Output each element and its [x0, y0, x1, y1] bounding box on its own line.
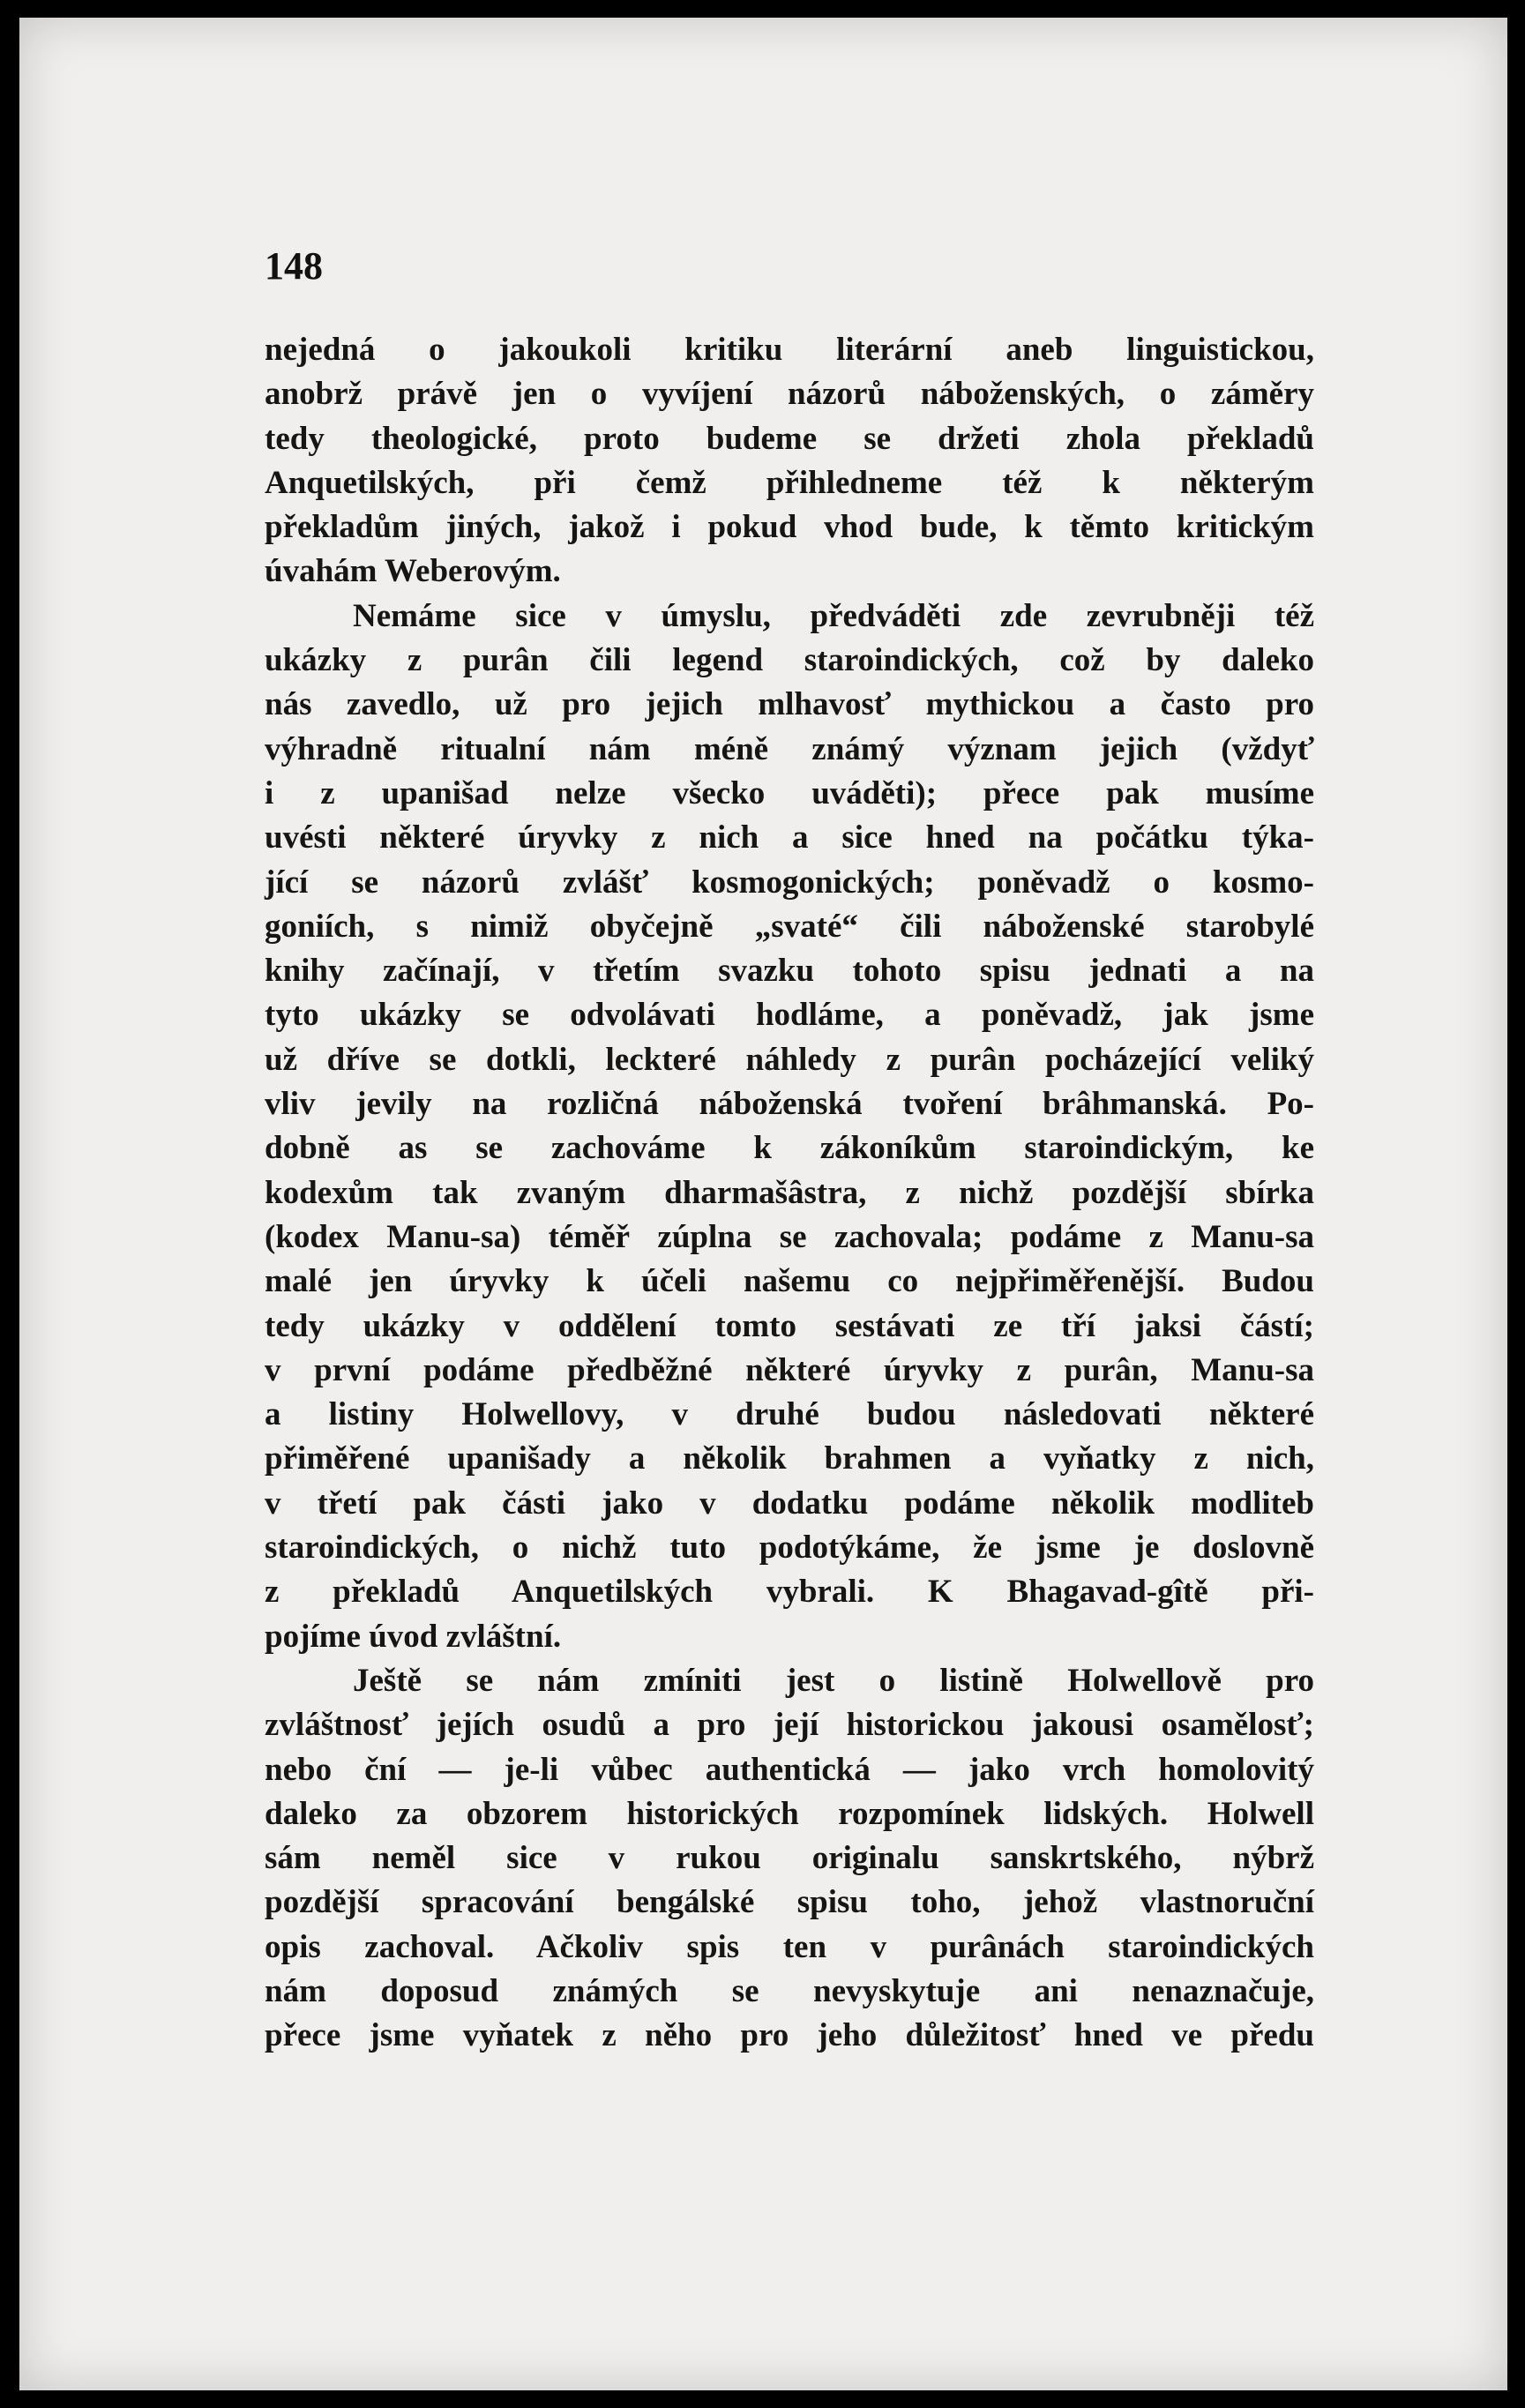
text-line: už dříve se dotkli, leckteré náhledy z purân pocházející veliký — [265, 1041, 1314, 1078]
text-line: uvésti některé úryvky z nich a sice hned na počátku týka- — [265, 819, 1314, 856]
text-line: nás zavedlo, už pro jejich mlhavosť mythickou a často pro — [265, 686, 1314, 723]
text-line: překladům jiných, jakož i pokud vhod bude, k těmto kritickým — [265, 509, 1314, 546]
text-line: úvahám Weberovým. — [265, 553, 561, 590]
text-line: pojíme úvod zvláštní. — [265, 1618, 562, 1655]
text-line: knihy začínají, v třetím svazku tohoto spisu jednati a na — [265, 953, 1314, 990]
text-line: pozdější spracování bengálské spisu toho, jehož vlastnoruční — [265, 1884, 1314, 1921]
text-line: nebo ční — je-li vůbec authentická — jako vrch homolovitý — [265, 1751, 1314, 1788]
text-line: v první podáme předběžné některé úryvky z purân, Manu-sa — [265, 1351, 1314, 1388]
text-line: anobrž právě jen o vyvíjení názorů náboženských, o záměry — [265, 376, 1314, 413]
text-line: výhradně ritualní nám méně známý význam jejich (vždyť — [265, 730, 1314, 767]
text-line: sám neměl sice v rukou originalu sanskrtského, nýbrž — [265, 1840, 1314, 1877]
text-line: nejedná o jakoukoli kritiku literární aneb linguistickou, — [265, 332, 1314, 368]
text-line: a listiny Holwellovy, v druhé budou následovati některé — [265, 1396, 1314, 1433]
text-line: zvláštnosť jejích osudů a pro její historickou jakousi osamělosť; — [265, 1707, 1314, 1744]
text-line: jící se názorů zvlášť kosmogonických; poněvadž o kosmo- — [265, 864, 1314, 901]
text-line: opis zachoval. Ačkoliv spis ten v purânách staroindických — [265, 1928, 1314, 1965]
text-line: daleko za obzorem historických rozpomínek lidských. Holwell — [265, 1795, 1314, 1832]
book-page — [19, 18, 1507, 2390]
text-line: nám doposud známých se nevyskytuje ani nenaznačuje, — [265, 1972, 1314, 2009]
text-line: přiměřené upanišady a několik brahmen a vyňatky z nich, — [265, 1440, 1314, 1477]
text-line: dobně as se zachováme k zákoníkům staroindickým, ke — [265, 1130, 1314, 1167]
text-line: i z upanišad nelze všecko uváděti); přece pak musíme — [265, 774, 1314, 811]
text-line: kodexům tak zvaným dharmašâstra, z nichž pozdější sbírka — [265, 1174, 1314, 1211]
text-line: vliv jevily na rozličná náboženská tvoření brâhmanská. Po- — [265, 1086, 1314, 1123]
text-line: malé jen úryvky k účeli našemu co nejpřiměřenější. Budou — [265, 1263, 1314, 1300]
text-line: (kodex Manu-sa) téměř zúplna se zachovala; podáme z Manu-sa — [265, 1218, 1314, 1255]
text-line: goniích, s nimiž obyčejně „svaté“ čili náboženské starobylé — [265, 908, 1314, 945]
text-line: tedy theologické, proto budeme se držeti zhola překladů — [265, 420, 1314, 457]
body-text — [265, 328, 1314, 2059]
text-line: Anquetilských, při čemž přihledneme též k některým — [265, 464, 1314, 501]
text-line: tyto ukázky se odvolávati hodláme, a poněvadž, jak jsme — [265, 997, 1314, 1034]
page-number: 148 — [265, 244, 323, 288]
text-line: ukázky z purân čili legend staroindických, což by daleko — [265, 642, 1314, 679]
text-line: v třetí pak části jako v dodatku podáme několik modliteb — [265, 1484, 1314, 1522]
text-line: staroindických, o nichž tuto podotýkáme, že jsme je doslovně — [265, 1529, 1314, 1567]
text-line: Nemáme sice v úmyslu, předváděti zde zevrubněji též — [353, 597, 1314, 634]
text-line: přece jsme vyňatek z něho pro jeho důležitosť hned ve předu — [265, 2017, 1314, 2054]
text-line: Ještě se nám zmíniti jest o listině Holwellově pro — [353, 1662, 1314, 1699]
text-line: z překladů Anquetilských vybrali. K Bhagavad-gîtě při- — [265, 1574, 1314, 1611]
text-line: tedy ukázky v oddělení tomto sestávati ze tří jaksi částí; — [265, 1307, 1314, 1344]
